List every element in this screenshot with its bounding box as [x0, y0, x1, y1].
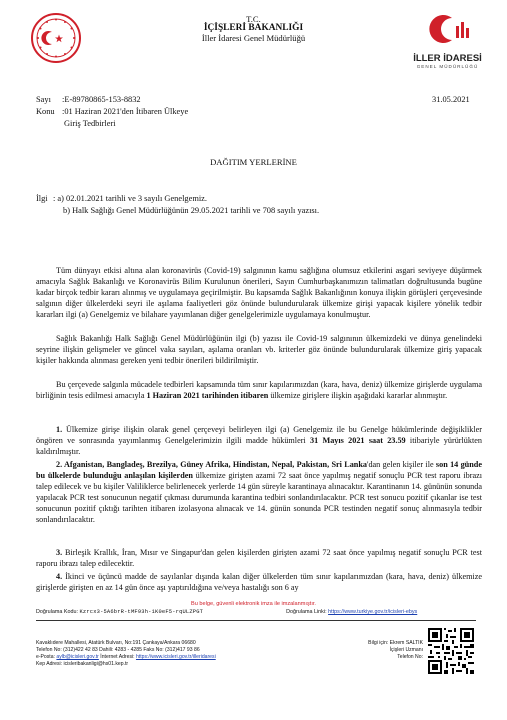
paragraph-2: Sağlık Bakanlığı Halk Sağlığı Genel Müdürlüğünün ilgi (b) yazısı ile Covid-19 salgınının ülkemizdeki ve dünya genelindeki seyrine ilişkin gelişmeler ve güncel vaka sayıları, aşılama oranları vb. kriterler göz önünde bulundurularak ülkemize giriş yapacak kişiler hakkında alınması gereken yeni tedbir önerileri bildirilmiştir.	[36, 334, 482, 366]
footer-contacts: e-Posta: aylb@icisleri.gov.tr İnternet Adresi: https://www.icisleri.gov.tr/illeridaresi	[36, 654, 216, 661]
footer-info-title: İçişleri Uzmanı	[389, 647, 423, 654]
footer-divider	[36, 620, 476, 621]
esign-code-label: Doğrulama Kodu:	[36, 609, 78, 615]
right-logo-subtitle: GENEL MÜDÜRLÜĞÜ	[416, 64, 479, 69]
header-ministry: İÇİŞLERİ BAKANLIĞI	[203, 23, 304, 33]
footer-address-block	[36, 640, 336, 668]
verification-qr-code	[428, 628, 474, 674]
konu-value-2: Giriş Tedbirleri	[64, 119, 116, 128]
esign-link[interactable]: https://www.turkiye.gov.tr/icisleri-ebys	[328, 609, 418, 615]
footer-web-link[interactable]: https://www.icisleri.gov.tr/illeridaresi	[135, 654, 216, 661]
ilgi-a: : a) 02.01.2021 tarihli ve 3 sayılı Genelgemiz.	[53, 194, 207, 203]
konu-value-1: :01 Haziran 2021'den İtibaren Ülkeye	[62, 107, 189, 116]
item-1: 1. Ülkemize girişe ilişkin olarak genel çerçeveyi belirleyen ilgi (a) Genelgemiz ile bu Genelge hükümlerinde değişiklikler öngören ve sonrasında yayımlanmış Genelgelerimizin ilgili madde hükümleri 31 Mayıs 2021 saat 23.59 itibariyle yürürlükten kaldırılmıştır.	[36, 425, 482, 457]
footer-address: Kavaklıdere Mahallesi, Atatürk Bulvarı, No:191 Çankaya/Ankara 06680	[36, 640, 196, 646]
item-2: 2. Afganistan, Bangladeş, Brezilya, Güney Afrika, Hindistan, Nepal, Pakistan, Sri Lanka'dan gelen kişiler ile son 14 günde bu ülkelerde bulunduğu anlaşılan kişilerden ülkemize girişten azami 72 saat önce yapılmış negatif sonuçlu PCR test raporu ibrazı talep edilecek ve bu kişiler Valiliklerce belirlenecek yerlerde 14 gün süreyle karantinaya alınacaktır. Karantinanın 14. gününün sonunda yapılacak PCR test sonucunun negatif çıkması durumunda karantina tedbiri sonlandırılacaktır. PCR test sonucu pozitif çıkanlar ise test sonucunun pozitif çıktığı tarihten itibaren izolasyona alınacak ve 14. günün sonunda PCR testinden negatif sonuç alınmasıyla tedbir sonlandırılacaktır.	[36, 460, 482, 525]
document-date: 31.05.2021	[432, 95, 470, 104]
sayi-label: Sayı	[36, 95, 51, 104]
paragraph-1: Tüm dünyayı etkisi altına alan koronavirüs (Covid-19) salgınının kamu sağlığına olumsuz etkilerini asgari seviyeye düşürmek amacıyla Sağlık Bakanlığı ve Koronavirüs Bilim Kurulunun önerileri, Sayın Cumhurbaşkanımızın talimatları doğrultusunda bugüne kadar birçok tedbir kararı alınmış ve uygulamaya geçirilmiştir. Bu kapsamda Sağlık Bakanlığının konuya ilişkin görüşleri çerçevesinde salgının diğer ülkelerdeki seyri ile aşılama faaliyetleri göz önünde bulundurularak ülkemize girişi yapacak kişilere yönelik tedbir kararları ilgi (a) Genelgemiz ve bilahare yayımlanan diğer genelgelerimizle uygulamaya konulmuştur.	[36, 266, 482, 320]
paragraph-3: Bu çerçevede salgınla mücadele tedbirleri kapsamında tüm sınır kapılarımızdan (kara, hava, deniz) ülkemize girişlerde uygulama birliğinin tesis edilmesi amacıyla 1 Haziran 2021 tarihinden itibaren ülkemize girişlere ilişkin aşağıdaki kararlar alınmıştır.	[36, 380, 482, 401]
iller-idaresi-logo	[410, 12, 485, 72]
footer-info-phone: Telefon No:	[397, 654, 423, 661]
addressee: DAĞITIM YERLERİNE	[210, 157, 297, 167]
ilgi-label: İlgi	[36, 194, 48, 203]
footer-info-contact: Bilgi için: Ekrem SALTIK	[368, 640, 423, 646]
iller-idaresi-emblem-icon	[410, 12, 485, 48]
header-tc: T.C.	[246, 14, 261, 24]
sayi-value: :E-89780865-153-8832	[62, 95, 141, 104]
esign-code-value: Kzrcx3-5A6brR-tMF93h-1K0eF5-rqULZPGT	[79, 609, 204, 615]
item-3: 3. Birleşik Krallık, İran, Mısır ve Singapur'dan gelen kişilerden girişten azami 72 saat önce yapılmış negatif sonuçlu PCR test raporu ibrazı talep edilecektir.	[36, 548, 482, 569]
esign-link-label: Doğrulama Linki:	[286, 609, 327, 615]
footer-phone: Telefon No: (312)422 42 83 Dahili: 4283 - 4285 Faks No: (312)417 93 86	[36, 647, 200, 654]
item-4: 4. İkinci ve üçüncü madde de sayılanlar dışında kalan diğer ülkelerden tüm sınır kapılarımızdan (kara, hava, deniz) ülkemize girişlerde girişten en az 14 gün önce aşı yaptırıldığına ve/veya hastalığı son 6 ay	[36, 572, 482, 593]
footer-kep: Kep Adresi: icisleribakanligi@hs01.kep.tr	[36, 661, 129, 668]
esign-verification	[36, 609, 476, 616]
header-directorate: İller İdaresi Genel Müdürlüğü	[201, 33, 306, 43]
konu-label: Konu	[36, 107, 55, 116]
esign-notice: Bu belge, güvenli elektronik imza ile imzalanmıştır.	[191, 601, 316, 607]
right-logo-title: İLLER İDARESİ	[413, 53, 482, 64]
footer-info-block	[343, 640, 423, 661]
footer-email-link[interactable]: aylb@icisleri.gov.tr	[56, 654, 99, 661]
ilgi-b: b) Halk Sağlığı Genel Müdürlüğünün 29.05.2021 tarihli ve 708 sayılı yazısı.	[63, 206, 320, 215]
